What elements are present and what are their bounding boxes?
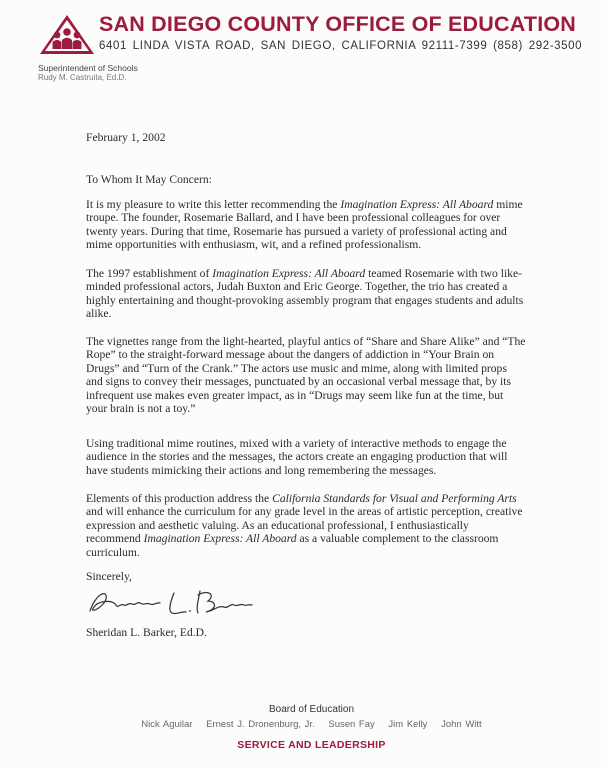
paragraph-text: The 1997 establishment of [86, 267, 213, 280]
signer-name: Sheridan L. Barker, Ed.D. [86, 626, 207, 639]
letter-salutation: To Whom It May Concern: [86, 173, 212, 186]
organization-name: SAN DIEGO COUNTY OFFICE OF EDUCATION [99, 12, 577, 36]
superintendent-name: Rudy M. Castruita, Ed.D. [38, 73, 127, 82]
letter-paragraph-4: Using traditional mime routines, mixed with a variety of interactive methods to engage the audience in the stories and the messages, the actors create an engaging production that will have students mimicking their actions and long remembering the messages. [86, 437, 508, 477]
letter-closing: Sincerely, [86, 570, 132, 583]
letter-paragraph-3: The vignettes range from the light-hearted, playful antics of “Share and Share Alike” and “The Rope” to the straight-forward message about the dangers of addiction in “Your Brain on Drugs” and “Turn of the Crank.” The actors use music and mime, along with limited props and signs to convey their messages, punctuated by an occasional verbal message that, by its infrequent use makes even greater impact, as in “Drugs may seem like fun at the time, but your brain is not a toy.” [86, 335, 526, 416]
paragraph-text: Elements of this production address the [86, 492, 273, 505]
board-member: Jim Kelly [388, 719, 428, 730]
board-of-education-title: Board of Education [268, 704, 355, 715]
board-member: Susen Fay [328, 719, 375, 730]
paragraph-text: teamed Rosemarie with two like-minded professional actors, Judah Buxton and Eric George. Together, the trio has created a highly entertaining and thought-provoking assembly program that engages students and adults alike. [86, 267, 524, 321]
board-members [8, 719, 607, 730]
letter-date: February 1, 2002 [86, 131, 166, 144]
paragraph-text: and will enhance the curriculum for any grade level in the areas of artistic perception, creative expression and aesthetic valuing. As an educational professional, I enthusiastically recommend [86, 505, 523, 546]
troupe-title: Imagination Express: All Aboard [340, 198, 494, 211]
troupe-title: Imagination Express: All Aboard [212, 267, 366, 280]
letter-paragraph-5 [86, 492, 526, 559]
letter-paragraph-1 [86, 198, 526, 252]
superintendent-title: Superintendent of Schools [38, 63, 138, 73]
standards-title: California Standards for Visual and Performing Arts [272, 492, 517, 505]
county-education-logo [38, 14, 96, 56]
board-member: Ernest J. Dronenburg, Jr. [206, 719, 315, 730]
paragraph-text: mime troupe. The founder, Rosemarie Ballard, and I have been professional colleagues for over twenty years. During that time, Rosemarie has pursued a variety of professional acting and mime opportunities with enthusiasm, wit, and a refined professionalism. [86, 198, 523, 252]
organization-address: 6401 LINDA VISTA ROAD, SAN DIEGO, CALIFORNIA 92111-7399 (858) 292-3500 [99, 40, 583, 52]
handwritten-signature [82, 585, 257, 621]
paragraph-text: It is my pleasure to write this letter recommending the [86, 198, 341, 211]
letter-paragraph-2 [86, 267, 526, 321]
footer-motto: SERVICE AND LEADERSHIP [237, 739, 386, 751]
troupe-title: Imagination Express: All Aboard [143, 532, 297, 546]
board-member: Nick Aguilar [141, 719, 193, 730]
board-member: John Witt [441, 719, 482, 730]
paragraph-text: as a valuable complement to the classroom curriculum. [86, 532, 499, 559]
